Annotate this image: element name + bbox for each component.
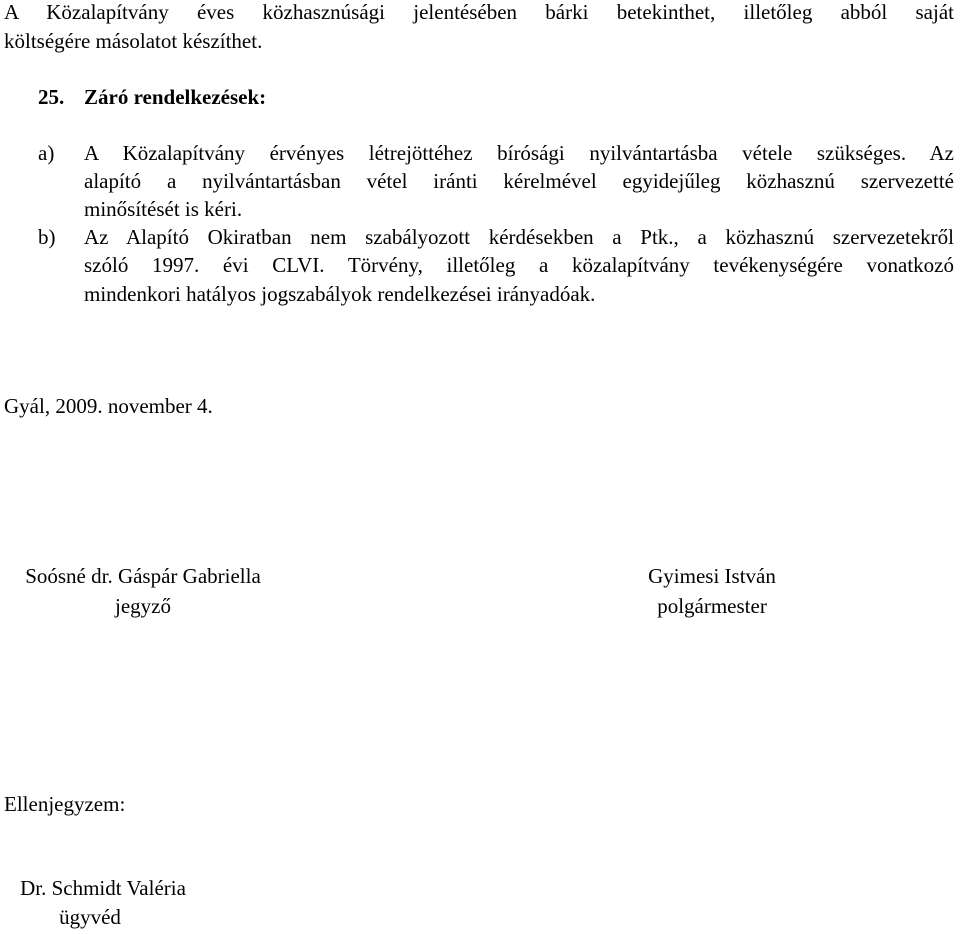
item-a-line-1: A Közalapítvány érvényes létrejöttéhez bírósági nyilvántartásba vétele szükséges. Az	[84, 141, 954, 165]
section-title: Záró rendelkezések:	[84, 85, 267, 109]
item-b-line-2: szóló 1997. évi CLVI. Törvény, illetőleg a közalapítvány tevékenységére vonatkozó	[84, 253, 954, 277]
signatory-2-name: Gyimesi István	[648, 564, 776, 588]
signatory-1-role: jegyző	[115, 594, 171, 618]
signatory-1-name: Soósné dr. Gáspár Gabriella	[25, 564, 261, 588]
countersign-name: Dr. Schmidt Valéria	[20, 876, 186, 900]
item-b-line-1: Az Alapító Okiratban nem szabályozott kérdésekben a Ptk., a közhasznú szervezetekről	[84, 225, 954, 249]
intro-line-1: A Közalapítvány éves közhasznúsági jelentésében bárki betekinthet, illetőleg abból saját	[4, 0, 954, 24]
item-b-marker: b)	[38, 225, 56, 249]
countersign-role: ügyvéd	[59, 905, 121, 929]
item-a-line-3: minősítését is kéri.	[84, 197, 243, 221]
intro-line-2: költségére másolatot készíthet.	[4, 29, 263, 53]
item-a-marker: a)	[38, 141, 55, 165]
place-date: Gyál, 2009. november 4.	[4, 394, 213, 418]
countersign-label: Ellenjegyzem:	[4, 792, 126, 816]
signatory-2-role: polgármester	[657, 594, 767, 618]
item-a-line-2: alapító a nyilvántartásban vétel iránti kérelmével egyidejűleg közhasznú szervezetté	[84, 169, 954, 193]
section-number: 25.	[38, 85, 65, 109]
item-b-line-3: mindenkori hatályos jogszabályok rendelkezései irányadóak.	[84, 282, 596, 306]
